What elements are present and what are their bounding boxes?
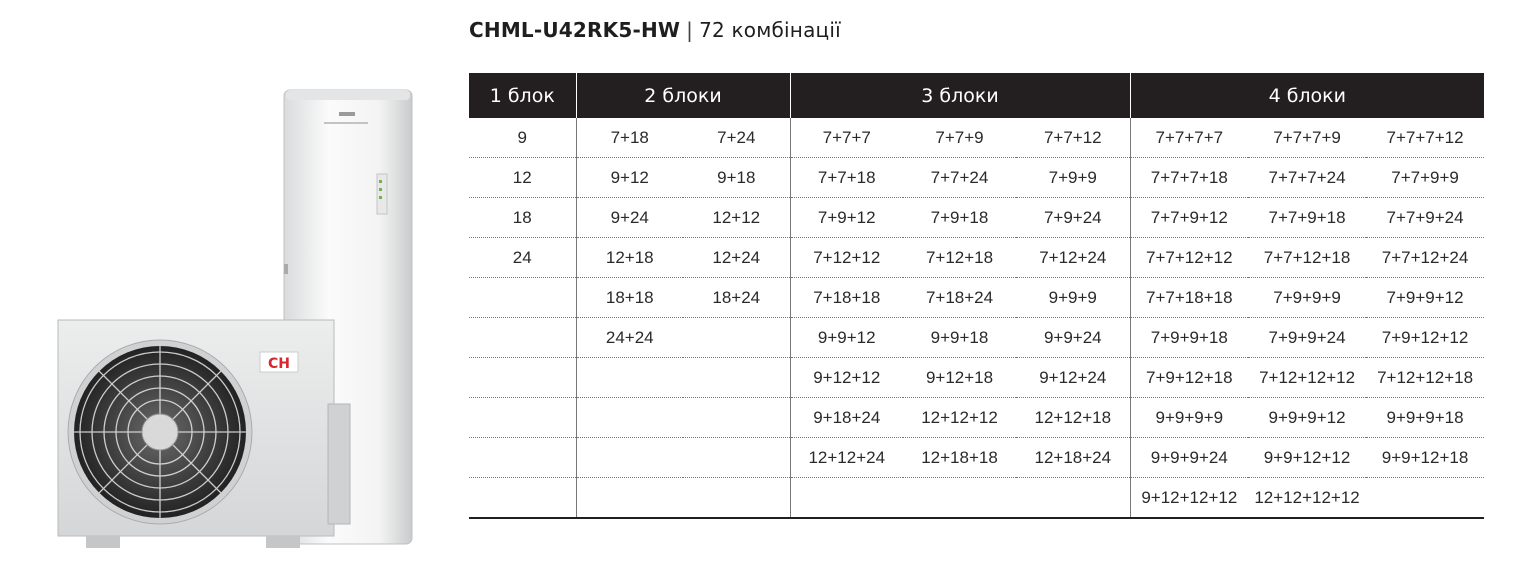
table-cell: 9+12+12+12 <box>1130 478 1248 519</box>
combinations-table <box>469 73 1484 519</box>
table-cell: 9+12 <box>576 158 683 198</box>
table-cell: 7+18 <box>576 118 683 158</box>
table-cell: 7+9+9+9 <box>1248 278 1366 318</box>
table-cell: 9 <box>469 118 576 158</box>
table-cell: 7+18+24 <box>903 278 1016 318</box>
table-cell: 7+24 <box>683 118 790 158</box>
table-cell: 24+24 <box>576 318 683 358</box>
table-cell <box>683 358 790 398</box>
table-cell: 7+7+7+12 <box>1366 118 1484 158</box>
header-4-units: 4 блоки <box>1130 73 1484 118</box>
table-cell: 7+9+24 <box>1016 198 1130 238</box>
table-body <box>469 118 1484 518</box>
table-cell <box>683 438 790 478</box>
table-cell <box>1016 478 1130 519</box>
table-cell <box>469 478 576 519</box>
title-separator: | <box>686 18 694 42</box>
table-row <box>469 358 1484 398</box>
table-cell: 9+9+12+18 <box>1366 438 1484 478</box>
table-cell: 9+9+9+9 <box>1130 398 1248 438</box>
table-row <box>469 438 1484 478</box>
model-name: CHML-U42RK5-HW <box>469 18 681 42</box>
page-title <box>469 18 841 42</box>
combinations-count: 72 комбінації <box>699 18 841 42</box>
table-cell <box>469 438 576 478</box>
table-cell: 7+7+9+9 <box>1366 158 1484 198</box>
table-cell <box>1366 478 1484 519</box>
table-cell: 7+7+7+9 <box>1248 118 1366 158</box>
table-cell: 7+9+9+18 <box>1130 318 1248 358</box>
table-cell: 7+9+12 <box>790 198 903 238</box>
table-cell: 7+7+12+12 <box>1130 238 1248 278</box>
table-cell: 7+7+7+7 <box>1130 118 1248 158</box>
table-cell: 7+7+9+24 <box>1366 198 1484 238</box>
table-cell <box>469 318 576 358</box>
header-3-units: 3 блоки <box>790 73 1130 118</box>
table-cell: 9+12+12 <box>790 358 903 398</box>
table-cell: 7+9+9+12 <box>1366 278 1484 318</box>
table-cell: 9+18+24 <box>790 398 903 438</box>
table-cell: 12+18+24 <box>1016 438 1130 478</box>
table-cell: 9+9+9+12 <box>1248 398 1366 438</box>
brand-logo: CH <box>268 356 290 372</box>
table-cell: 9+9+12 <box>790 318 903 358</box>
table-cell: 9+24 <box>576 198 683 238</box>
table-cell <box>469 278 576 318</box>
table-cell <box>576 358 683 398</box>
table-cell <box>576 478 683 519</box>
table-cell: 7+7+7+24 <box>1248 158 1366 198</box>
table-cell <box>903 478 1016 519</box>
table-cell: 7+7+12 <box>1016 118 1130 158</box>
table-cell: 9+9+24 <box>1016 318 1130 358</box>
table-row <box>469 238 1484 278</box>
table-cell: 9+9+9+24 <box>1130 438 1248 478</box>
table-cell <box>790 478 903 519</box>
table-cell: 9+18 <box>683 158 790 198</box>
table-cell: 24 <box>469 238 576 278</box>
table-cell: 9+12+24 <box>1016 358 1130 398</box>
table-cell: 7+7+24 <box>903 158 1016 198</box>
heat-pump-image <box>56 84 418 560</box>
table-cell: 7+7+12+18 <box>1248 238 1366 278</box>
table-cell: 12+18+18 <box>903 438 1016 478</box>
table-cell <box>683 398 790 438</box>
table-cell: 7+12+12+12 <box>1248 358 1366 398</box>
table-row <box>469 198 1484 238</box>
table-cell: 18+24 <box>683 278 790 318</box>
table-cell: 12+12+24 <box>790 438 903 478</box>
table-cell: 7+7+9 <box>903 118 1016 158</box>
table-cell: 7+7+12+24 <box>1366 238 1484 278</box>
outdoor-unit <box>58 320 350 548</box>
table-cell: 12+12+12 <box>903 398 1016 438</box>
table-cell: 7+7+7+18 <box>1130 158 1248 198</box>
table-row <box>469 398 1484 438</box>
table-cell: 12+12+12+12 <box>1248 478 1366 519</box>
table-cell: 9+9+18 <box>903 318 1016 358</box>
table-cell: 12+24 <box>683 238 790 278</box>
table-row <box>469 118 1484 158</box>
table-cell: 9+9+9+18 <box>1366 398 1484 438</box>
header-2-units: 2 блоки <box>576 73 790 118</box>
table-cell: 7+18+18 <box>790 278 903 318</box>
table-cell <box>683 318 790 358</box>
table-cell: 18+18 <box>576 278 683 318</box>
table-cell: 7+9+9 <box>1016 158 1130 198</box>
table-cell: 7+7+9+12 <box>1130 198 1248 238</box>
table-cell: 12+12 <box>683 198 790 238</box>
table-cell: 7+9+12+18 <box>1130 358 1248 398</box>
table-cell: 7+12+18 <box>903 238 1016 278</box>
table-row <box>469 478 1484 519</box>
table-cell <box>576 438 683 478</box>
header-1-unit: 1 блок <box>469 73 576 118</box>
table-cell: 9+12+18 <box>903 358 1016 398</box>
table-cell: 7+12+24 <box>1016 238 1130 278</box>
table-cell: 9+9+9 <box>1016 278 1130 318</box>
table-header-row <box>469 73 1484 118</box>
table-cell: 7+12+12+18 <box>1366 358 1484 398</box>
table-row <box>469 158 1484 198</box>
table-cell: 7+9+12+12 <box>1366 318 1484 358</box>
table-cell: 18 <box>469 198 576 238</box>
table-cell: 9+9+12+12 <box>1248 438 1366 478</box>
table-cell: 7+7+9+18 <box>1248 198 1366 238</box>
table-row <box>469 278 1484 318</box>
table-cell: 7+12+12 <box>790 238 903 278</box>
table-cell: 7+7+7 <box>790 118 903 158</box>
table-cell <box>469 398 576 438</box>
table-cell: 7+7+18 <box>790 158 903 198</box>
table-row <box>469 318 1484 358</box>
table-cell: 7+7+18+18 <box>1130 278 1248 318</box>
table-cell: 12+18 <box>576 238 683 278</box>
table-cell: 12+12+18 <box>1016 398 1130 438</box>
table-cell: 7+9+18 <box>903 198 1016 238</box>
table-cell: 12 <box>469 158 576 198</box>
table-cell <box>683 478 790 519</box>
table-cell <box>469 358 576 398</box>
table-cell: 7+9+9+24 <box>1248 318 1366 358</box>
table-cell <box>576 398 683 438</box>
